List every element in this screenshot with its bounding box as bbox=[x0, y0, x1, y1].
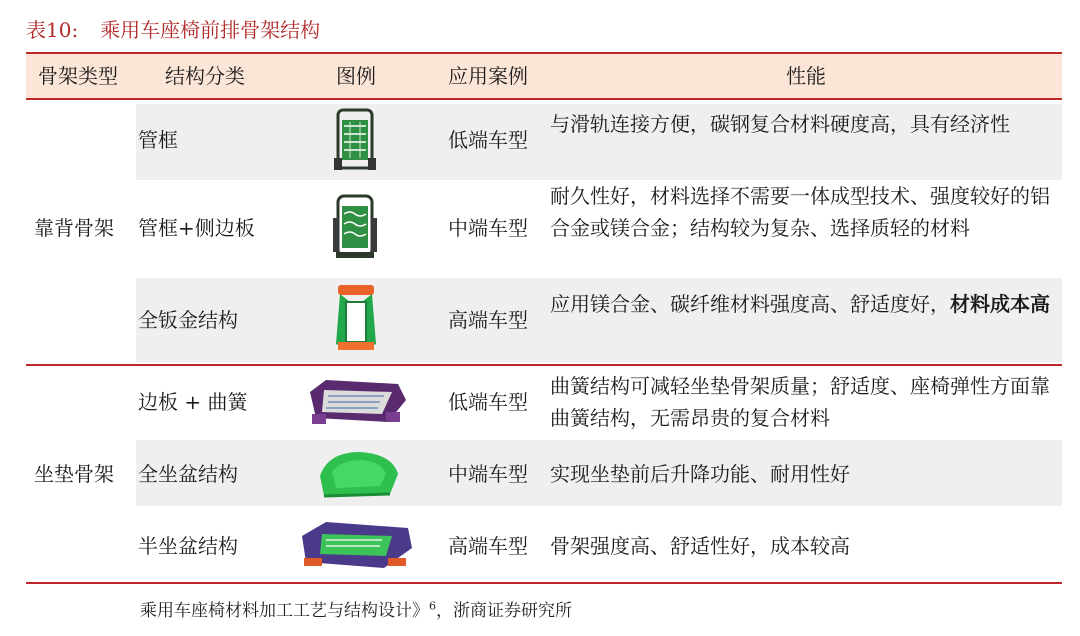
case-cell: 低端车型 bbox=[448, 128, 528, 152]
source-ref: 6 bbox=[429, 599, 436, 613]
tube-frame-backrest-icon bbox=[330, 106, 380, 174]
performance-cell: 实现坐垫前后升降功能、耐用性好 bbox=[550, 462, 850, 486]
performance-emphasis: 材料成本高 bbox=[950, 292, 1050, 316]
structure-cell: 管框+侧边板 bbox=[138, 216, 255, 240]
header-frame-type: 骨架类型 bbox=[38, 64, 118, 88]
case-cell: 高端车型 bbox=[448, 534, 528, 558]
group-label-backrest: 靠背骨架 bbox=[34, 216, 114, 240]
case-cell: 中端车型 bbox=[448, 462, 528, 486]
performance-cell: 与滑轨连接方便，碳钢复合材料硬度高，具有经济性 bbox=[550, 112, 1010, 136]
source-org: ，浙商证券研究所 bbox=[436, 601, 572, 621]
structure-cell: 边板 + 曲簧 bbox=[138, 390, 248, 414]
header-bottom-rule bbox=[26, 98, 1062, 100]
structure-cell: 全钣金结构 bbox=[138, 308, 238, 332]
structure-cell: 管框 bbox=[138, 128, 178, 152]
header-figure: 图例 bbox=[336, 64, 376, 88]
tube-frame-side-panel-icon bbox=[330, 192, 380, 264]
half-seat-pan-icon bbox=[296, 516, 416, 574]
table-title-text: 乘用车座椅前排骨架结构 bbox=[100, 18, 321, 42]
header-structure: 结构分类 bbox=[165, 64, 245, 88]
performance-cell: 耐久性好，材料选择不需要一体成型技术、强度较好的铝合金或镁合金；结构较为复杂、选择质轻的材料 bbox=[550, 184, 1050, 240]
case-cell: 低端车型 bbox=[448, 390, 528, 414]
group-separator bbox=[26, 364, 1062, 366]
performance-cell bbox=[550, 288, 1050, 320]
table-title bbox=[26, 14, 320, 46]
source-text: 乘用车座椅材料加工工艺与结构设计》 bbox=[140, 601, 429, 621]
table-number: 表10: bbox=[26, 18, 79, 42]
table-header bbox=[26, 54, 1062, 98]
table-bottom-rule bbox=[26, 582, 1062, 584]
sheet-metal-backrest-icon bbox=[328, 282, 384, 356]
structure-cell: 全坐盆结构 bbox=[138, 462, 238, 486]
case-cell: 高端车型 bbox=[448, 308, 528, 332]
header-performance: 性能 bbox=[786, 64, 826, 88]
performance-cell: 骨架强度高、舒适性好，成本较高 bbox=[550, 534, 850, 558]
structure-cell: 半坐盆结构 bbox=[138, 534, 238, 558]
performance-text: 应用镁合金、碳纤维材料强度高、舒适度好， bbox=[550, 292, 950, 316]
source-note bbox=[140, 596, 572, 621]
performance-cell: 曲簧结构可减轻坐垫骨架质量；舒适度、座椅弹性方面靠曲簧结构，无需昂贵的复合材料 bbox=[550, 374, 1050, 430]
case-cell: 中端车型 bbox=[448, 216, 528, 240]
group-label-cushion: 坐垫骨架 bbox=[34, 462, 114, 486]
side-panel-spring-icon bbox=[302, 374, 412, 430]
header-case: 应用案例 bbox=[448, 64, 528, 88]
full-seat-pan-icon bbox=[310, 446, 402, 502]
